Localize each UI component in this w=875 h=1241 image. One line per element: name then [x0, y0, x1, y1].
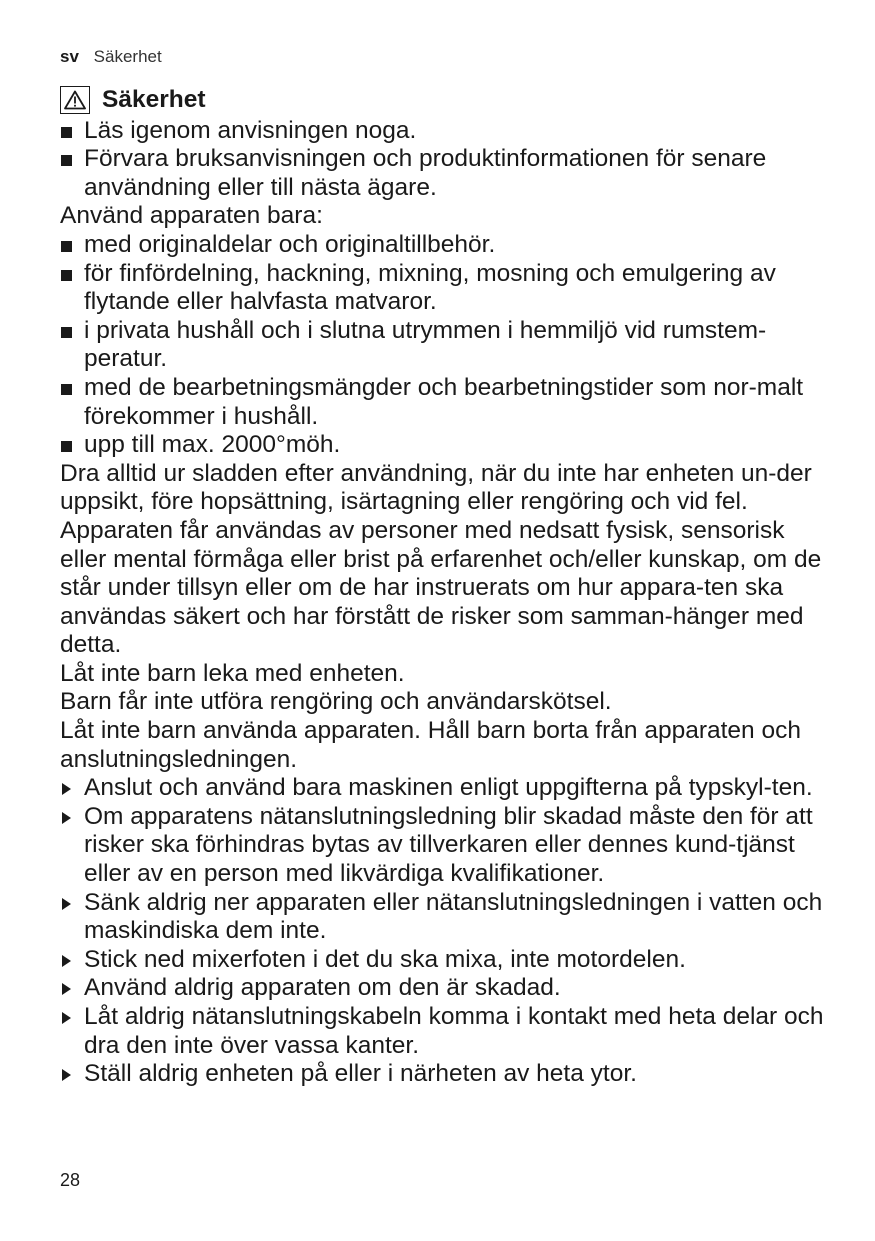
section-title: [60, 86, 830, 115]
list-item: Stick ned mixerfoten i det du ska mixa, inte motordelen.: [60, 946, 830, 975]
arrow-bullet-icon: [62, 898, 71, 910]
list-item: upp till max. 2000°möh.: [60, 431, 830, 460]
list-item: Sänk aldrig ner apparaten eller nätanslutningsledningen i vatten och maskindiska dem inte.: [60, 889, 830, 946]
list-item: Ställ aldrig enheten på eller i närheten av heta ytor.: [60, 1060, 830, 1089]
language-code: sv: [60, 47, 79, 66]
arrow-bullet-icon: [62, 812, 71, 824]
instruction-list: [60, 774, 830, 1089]
arrow-bullet-icon: [62, 1012, 71, 1024]
list-item: för finfördelning, hackning, mixning, mosning och emulgering av flytande eller halvfasta matvaror.: [60, 260, 830, 317]
paragraph: Apparaten får användas av personer med nedsatt fysisk, sensorisk eller mental förmåga eller brist på erfarenhet och/eller kunskap, om de står under tillsyn eller om de har instruerats om hur appara-ten ska användas säkert och har förstått de risker som samman-hänger med detta.: [60, 516, 822, 659]
square-bullet-icon: [61, 127, 72, 138]
warning-icon: [60, 86, 90, 114]
square-bullet-icon: [61, 384, 72, 395]
paragraph: Låt inte barn leka med enheten.: [60, 659, 405, 687]
list-item: Anslut och använd bara maskinen enligt uppgifterna på typskyl-ten.: [60, 774, 830, 803]
list-item: Använd aldrig apparaten om den är skadad.: [60, 974, 830, 1003]
title-text: Säkerhet: [102, 86, 206, 113]
page-number: 28: [60, 1170, 81, 1190]
list-item: Låt aldrig nätanslutningskabeln komma i kontakt med heta delar och dra den inte över vassa kanter.: [60, 1003, 830, 1060]
list-item: med de bearbetningsmängder och bearbetningstider som nor-malt förekommer i hushåll.: [60, 374, 830, 431]
use-intro: Använd apparaten bara:: [60, 202, 323, 230]
list-item: Förvara bruksanvisningen och produktinformationen för senare användning eller till nästa ägare.: [60, 145, 830, 202]
list-item: med originaldelar och originaltillbehör.: [60, 231, 830, 260]
square-bullet-icon: [61, 155, 72, 166]
safety-content: [60, 86, 830, 1089]
list-item: Om apparatens nätanslutningsledning blir skadad måste den för att risker ska förhindras bytas av tillverkaren eller dennes kund-tjänst eller av en person med likvärdiga kvalifikationer.: [60, 803, 830, 889]
square-bullet-icon: [61, 270, 72, 281]
square-bullet-icon: [61, 327, 72, 338]
arrow-bullet-icon: [62, 783, 71, 795]
paragraph: Dra alltid ur sladden efter användning, när du inte har enheten un-der uppsikt, före hopsättning, isärtagning eller rengöring och vid fel.: [60, 459, 812, 516]
square-bullet-icon: [61, 441, 72, 452]
paragraph: Låt inte barn använda apparaten. Håll barn borta från apparaten och anslutningsledningen.: [60, 717, 801, 773]
bullet-list-1: [60, 117, 830, 203]
header-section: Säkerhet: [93, 47, 162, 66]
arrow-bullet-icon: [62, 1069, 71, 1081]
arrow-bullet-icon: [62, 983, 71, 995]
list-item: Läs igenom anvisningen noga.: [60, 117, 830, 146]
page-header: [60, 47, 162, 67]
arrow-bullet-icon: [62, 955, 71, 967]
paragraph: Barn får inte utföra rengöring och användarskötsel.: [60, 688, 612, 716]
square-bullet-icon: [61, 241, 72, 252]
bullet-list-2: [60, 231, 830, 460]
list-item: i privata hushåll och i slutna utrymmen i hemmiljö vid rumstem-peratur.: [60, 317, 830, 374]
